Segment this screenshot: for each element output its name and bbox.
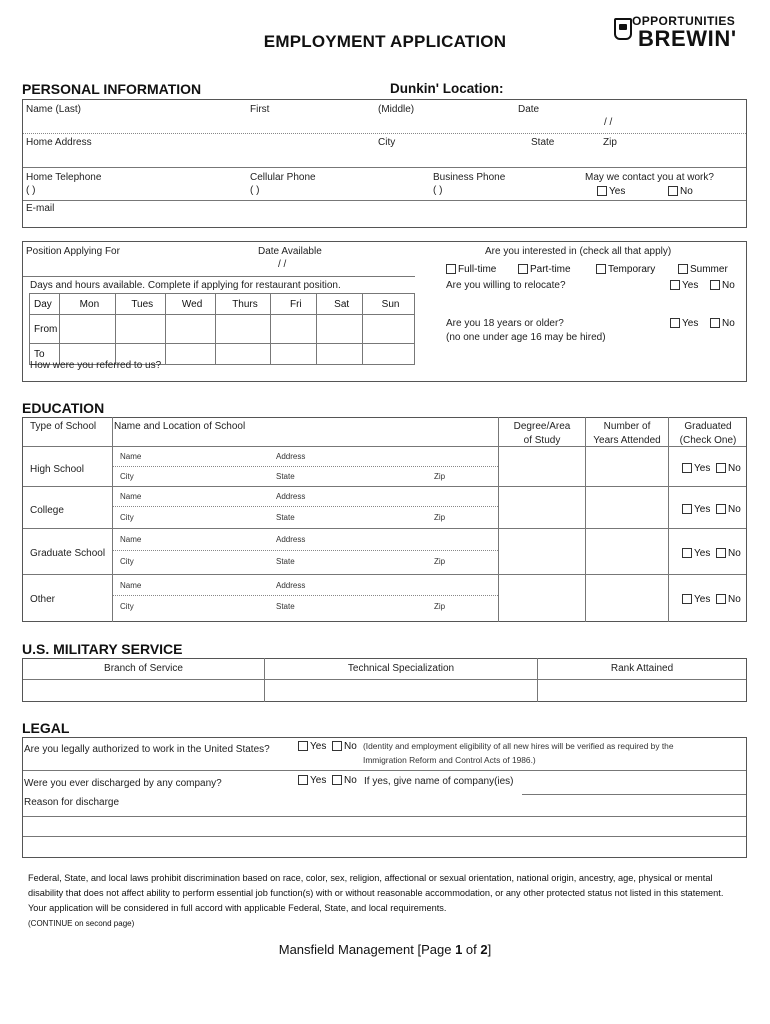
table-row	[30, 294, 415, 315]
col-years-header: Number of	[603, 421, 651, 432]
option-label: Yes	[694, 594, 711, 605]
school-name-label: Name	[120, 535, 142, 544]
location-label: Dunkin' Location:	[390, 81, 504, 96]
school-zip-label: Zip	[434, 602, 446, 611]
checkbox-icon[interactable]	[332, 775, 342, 785]
school-zip-label: Zip	[434, 472, 446, 481]
relocate-question: Are you willing to relocate?	[446, 280, 566, 291]
schedule-cell[interactable]	[215, 315, 271, 344]
age-question: Are you 18 years or older?	[446, 318, 564, 329]
legal-heading: LEGAL	[22, 720, 70, 736]
referred-label: How were you referred to us?	[30, 360, 162, 371]
checkbox-icon[interactable]	[710, 318, 720, 328]
technical-header: Technical Specialization	[347, 663, 455, 674]
row-divider	[113, 506, 498, 507]
day-header: Sun	[363, 294, 415, 315]
option-label: No	[728, 548, 741, 559]
checkbox-icon[interactable]	[670, 318, 680, 328]
page-footer	[0, 942, 770, 957]
option-label: Yes	[694, 504, 711, 515]
school-type: College	[30, 505, 64, 516]
day-header: Thurs	[215, 294, 271, 315]
email-label: E-mail	[26, 203, 55, 214]
graduated-no-option[interactable]	[716, 594, 741, 605]
graduated-yes-option[interactable]	[682, 594, 710, 605]
first-name-label: First	[250, 104, 270, 115]
contact-yes-option[interactable]	[597, 186, 625, 197]
footer-mid: of	[462, 942, 481, 957]
checkbox-icon[interactable]	[716, 463, 726, 473]
option-label: No	[728, 504, 741, 515]
authorized-note: (Identity and employment eligibility of all new hires will be verified as required by the	[363, 741, 674, 751]
summer-option[interactable]	[678, 264, 728, 275]
temporary-option[interactable]	[596, 264, 655, 275]
schedule-cell[interactable]	[271, 344, 317, 365]
schedule-cell[interactable]	[59, 315, 115, 344]
graduated-no-option[interactable]	[716, 463, 741, 474]
education-heading: EDUCATION	[22, 400, 105, 416]
checkbox-icon[interactable]	[716, 548, 726, 558]
reason-line[interactable]	[23, 836, 746, 837]
option-label: No	[728, 463, 741, 474]
row-divider	[23, 528, 746, 529]
row-divider	[23, 167, 746, 168]
date-available-slashes: / /	[278, 259, 287, 270]
option-label: No	[722, 318, 735, 329]
col-grad-header: Graduated	[684, 421, 732, 432]
school-state-label: State	[276, 513, 295, 522]
logo-line-2: BREWIN'	[638, 26, 737, 51]
row-divider	[113, 466, 498, 467]
page-number: 1	[455, 942, 463, 957]
graduated-yes-option[interactable]	[682, 504, 710, 515]
day-header: Sat	[317, 294, 363, 315]
row-divider	[23, 770, 746, 771]
schedule-cell[interactable]	[363, 315, 415, 344]
col-divider	[585, 417, 586, 622]
page-total: 2	[480, 942, 488, 957]
from-label: From	[30, 315, 60, 344]
business-phone-label: Business Phone	[433, 172, 506, 183]
coffee-cup-icon	[614, 18, 632, 40]
option-label: Summer	[690, 264, 728, 275]
school-address-label: Address	[276, 492, 306, 501]
checkbox-icon[interactable]	[670, 280, 680, 290]
home-phone-paren: ( )	[26, 185, 36, 196]
footer-prefix: Mansfield Management [Page	[278, 942, 456, 957]
reason-label: Reason for discharge	[24, 797, 120, 808]
checkbox-icon[interactable]	[682, 504, 692, 514]
schedule-cell[interactable]	[271, 315, 317, 344]
row-divider	[23, 276, 415, 277]
checkbox-icon[interactable]	[710, 280, 720, 290]
discharged-note: If yes, give name of company(ies)	[364, 776, 514, 787]
school-name-label: Name	[120, 581, 142, 590]
part-time-option[interactable]	[518, 264, 571, 275]
authorized-note-2: Immigration Reform and Control Acts of 1986.)	[363, 755, 536, 765]
authorized-no-option[interactable]	[332, 741, 357, 752]
discharged-yes-option[interactable]	[298, 775, 326, 786]
home-phone-label: Home Telephone	[26, 172, 102, 183]
military-heading: U.S. MILITARY SERVICE	[22, 641, 183, 657]
school-state-label: State	[276, 602, 295, 611]
brand-logo	[612, 12, 750, 52]
checkbox-icon[interactable]	[597, 186, 607, 196]
school-zip-label: Zip	[434, 557, 446, 566]
col-years-header-2: Years Attended	[593, 435, 661, 446]
col-name-location-header: Name and Location of School	[114, 421, 246, 432]
col-type-header: Type of School	[30, 421, 97, 432]
checkbox-icon[interactable]	[596, 264, 606, 274]
option-label: No	[680, 186, 693, 197]
home-address-label: Home Address	[26, 137, 92, 148]
relocate-yes-option[interactable]	[670, 280, 698, 291]
option-label: No	[344, 741, 357, 752]
contact-work-question: May we contact you at work?	[585, 172, 714, 183]
schedule-cell[interactable]	[363, 344, 415, 365]
footer-suffix: ]	[487, 942, 492, 957]
checkbox-icon[interactable]	[332, 741, 342, 751]
graduated-no-option[interactable]	[716, 504, 741, 515]
business-phone-paren: ( )	[433, 185, 443, 196]
date-slashes: / /	[604, 117, 613, 128]
checkbox-icon[interactable]	[298, 741, 308, 751]
row-divider	[23, 133, 746, 134]
to-label: To	[30, 344, 60, 365]
schedule-cell[interactable]	[215, 344, 271, 365]
option-label: Yes	[694, 463, 711, 474]
school-name-label: Name	[120, 492, 142, 501]
col-grad-header-2: (Check One)	[679, 435, 737, 446]
row-divider	[23, 574, 746, 575]
page-title: EMPLOYMENT APPLICATION	[263, 32, 507, 51]
checkbox-icon[interactable]	[518, 264, 528, 274]
authorized-yes-option[interactable]	[298, 741, 326, 752]
graduated-yes-option[interactable]	[682, 548, 710, 559]
option-label: Yes	[609, 186, 626, 197]
option-label: No	[344, 775, 357, 786]
checkbox-icon[interactable]	[716, 594, 726, 604]
cell-phone-paren: ( )	[250, 185, 260, 196]
schedule-cell[interactable]	[165, 315, 215, 344]
schedule-cell[interactable]	[317, 344, 363, 365]
contact-no-option[interactable]	[668, 186, 693, 197]
middle-name-label: (Middle)	[378, 104, 415, 115]
option-label: No	[728, 594, 741, 605]
option-label: Temporary	[608, 264, 656, 275]
checkbox-icon[interactable]	[682, 548, 692, 558]
col-divider	[668, 417, 669, 622]
discharged-no-option[interactable]	[332, 775, 357, 786]
cell-phone-label: Cellular Phone	[250, 172, 316, 183]
school-type: Graduate School	[30, 548, 106, 559]
row-divider	[23, 679, 746, 680]
age-yes-option[interactable]	[670, 318, 698, 329]
eeo-statement	[28, 871, 728, 931]
logo-line-1: OPPORTUNITIES	[632, 14, 736, 28]
school-type: Other	[30, 594, 56, 605]
school-address-label: Address	[276, 535, 306, 544]
option-label: Yes	[310, 741, 327, 752]
availability-table	[29, 293, 415, 365]
school-name-label: Name	[120, 452, 142, 461]
checkbox-icon[interactable]	[678, 264, 688, 274]
option-label: Yes	[682, 280, 699, 291]
option-label: Part-time	[530, 264, 571, 275]
date-label: Date	[518, 104, 540, 115]
school-city-label: City	[120, 513, 134, 522]
school-city-label: City	[120, 602, 134, 611]
name-last-label: Name (Last)	[26, 104, 82, 115]
school-city-label: City	[120, 557, 134, 566]
rank-header: Rank Attained	[610, 663, 674, 674]
row-divider	[113, 550, 498, 551]
schedule-cell[interactable]	[115, 315, 165, 344]
discharged-question: Were you ever discharged by any company?	[24, 778, 222, 789]
row-divider	[23, 446, 746, 447]
option-label: Yes	[310, 775, 327, 786]
full-time-option[interactable]	[446, 264, 496, 275]
authorized-question: Are you legally authorized to work in the United States?	[24, 744, 270, 755]
day-header: Fri	[271, 294, 317, 315]
eeo-text: Federal, State, and local laws prohibit discrimination based on race, color, sex, religion, affectional or sexual orientation, national origin, ancestry, age, physical or mental disability that does not affect ability to perform essential job function(s) with or without reasonable accommodation, or any other protected status not listed in this statement. Your application will be considered in full accord with applicable Federal, State, and local requirements.	[28, 873, 724, 913]
option-label: Full-time	[458, 264, 497, 275]
zip-label: Zip	[603, 137, 617, 148]
school-city-label: City	[120, 472, 134, 481]
schedule-cell[interactable]	[165, 344, 215, 365]
city-label: City	[378, 137, 396, 148]
age-no-option[interactable]	[710, 318, 735, 329]
schedule-cell[interactable]	[317, 315, 363, 344]
checkbox-icon[interactable]	[682, 594, 692, 604]
checkbox-icon[interactable]	[682, 463, 692, 473]
graduated-no-option[interactable]	[716, 548, 741, 559]
school-zip-label: Zip	[434, 513, 446, 522]
graduated-yes-option[interactable]	[682, 463, 710, 474]
day-header: Mon	[59, 294, 115, 315]
personal-box	[22, 99, 747, 228]
checkbox-icon[interactable]	[298, 775, 308, 785]
continue-note: (CONTINUE on second page)	[28, 919, 135, 928]
checkbox-icon[interactable]	[668, 186, 678, 196]
school-address-label: Address	[276, 452, 306, 461]
company-name-line[interactable]	[522, 794, 746, 795]
personal-heading: PERSONAL INFORMATION	[22, 81, 202, 97]
col-degree-header: Degree/Area	[513, 421, 571, 432]
school-state-label: State	[276, 472, 295, 481]
option-label: Yes	[694, 548, 711, 559]
col-divider	[498, 417, 499, 622]
checkbox-icon[interactable]	[716, 504, 726, 514]
row-divider	[113, 595, 498, 596]
day-header: Wed	[165, 294, 215, 315]
state-label: State	[531, 137, 555, 148]
branch-header: Branch of Service	[104, 663, 183, 674]
date-available-label: Date Available	[258, 246, 322, 257]
day-header: Tues	[115, 294, 165, 315]
checkbox-icon[interactable]	[446, 264, 456, 274]
interested-question: Are you interested in (check all that apply)	[485, 246, 672, 257]
table-row	[30, 315, 415, 344]
position-label: Position Applying For	[26, 246, 120, 257]
school-state-label: State	[276, 557, 295, 566]
age-note: (no one under age 16 may be hired)	[446, 332, 606, 343]
col-degree-header-2: of Study	[523, 435, 561, 446]
option-label: Yes	[682, 318, 699, 329]
row-divider	[23, 200, 746, 201]
col-divider	[112, 417, 113, 622]
day-header: Day	[30, 294, 60, 315]
school-address-label: Address	[276, 581, 306, 590]
reason-line[interactable]	[23, 816, 746, 817]
relocate-no-option[interactable]	[710, 280, 735, 291]
school-type: High School	[30, 464, 84, 475]
days-hours-label: Days and hours available. Complete if applying for restaurant position.	[30, 280, 341, 291]
option-label: No	[722, 280, 735, 291]
row-divider	[23, 486, 746, 487]
